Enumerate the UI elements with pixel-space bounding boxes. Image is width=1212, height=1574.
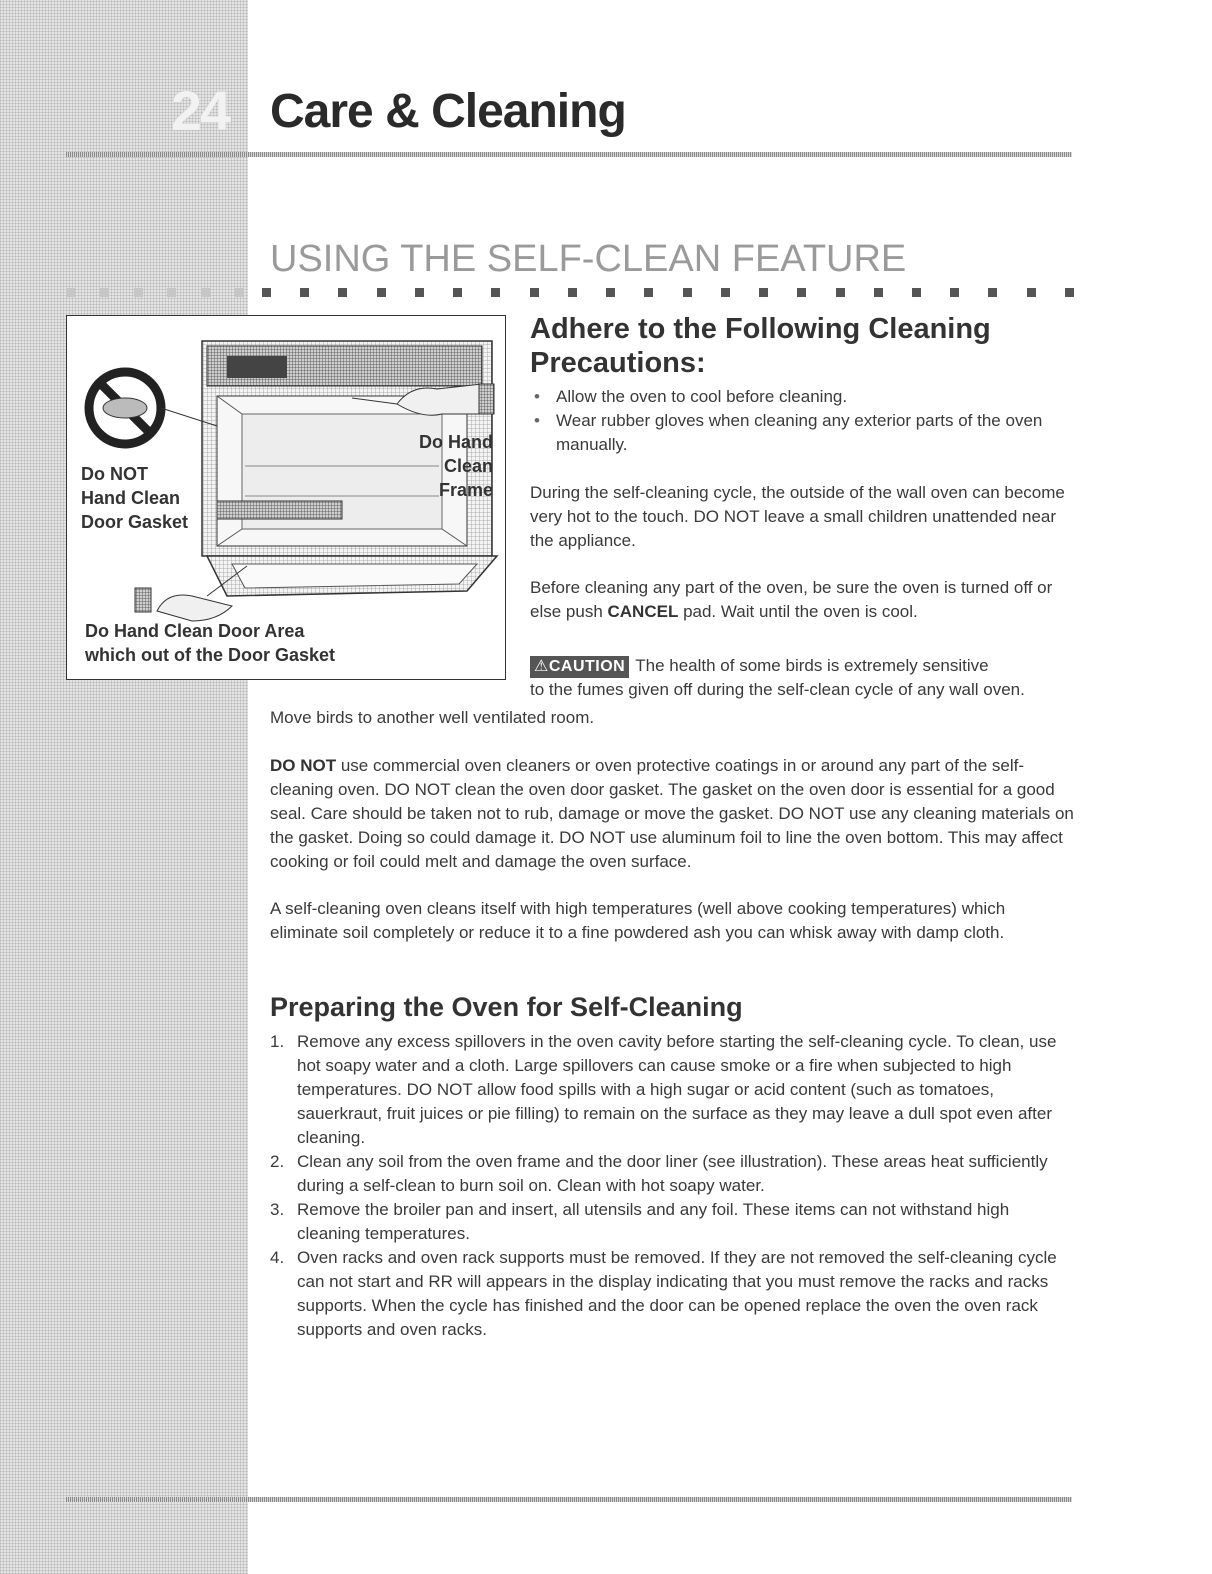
precautions-heading-line2: Precautions:: [530, 347, 706, 379]
do-not-paragraph: DO NOT use commercial oven cleaners or oven protective coatings in or around any part of the self-cleaning oven. DO NOT clean the oven door gasket. The gasket on the oven door is essential for a good seal. Care should be taken not to rub, damage or move the gasket. DO NOT use any cleaning materials on the gasket. Doing so could damage it. DO NOT use aluminum foil to line the oven bottom. This may affect cooking or foil could melt and damage the oven surface.: [270, 756, 1074, 871]
section-dot-divider: [262, 288, 1074, 300]
precautions-list: [530, 385, 1075, 457]
footer-rule: [66, 1497, 1072, 1502]
label-frame: Frame: [438, 480, 493, 500]
label-door-gasket: Door Gasket: [81, 512, 189, 532]
precaution-item: • Wear rubber gloves when cleaning any exterior parts of the oven manually.: [530, 409, 1075, 457]
label-do-not: Do NOT: [81, 464, 148, 484]
header-rule: [66, 152, 1072, 157]
section-title: USING THE SELF-CLEAN FEATURE: [270, 238, 907, 280]
section-dot-divider-left: [66, 288, 244, 300]
label-door-area: Do Hand Clean Door Area: [85, 621, 305, 641]
caution-badge: ⚠CAUTION: [530, 656, 629, 678]
step-item: 3. Remove the broiler pan and insert, all utensils and any foil. These items can not withstand high cleaning temperatures.: [270, 1200, 1010, 1243]
precautions-heading-line1: Adhere to the Following Cleaning: [530, 313, 991, 345]
hot-surface-paragraph: During the self-cleaning cycle, the outside of the wall oven can become very hot to the touch. DO NOT leave a small children unattended near the appliance.: [530, 483, 1065, 550]
oven-illustration: [66, 315, 506, 680]
label-hand-clean: Hand Clean: [81, 488, 181, 508]
label-clean: Clean: [443, 456, 493, 476]
cancel-paragraph: Before cleaning any part of the oven, be sure the oven is turned off or else push CANCEL pad. Wait until the oven is cool.: [530, 578, 1053, 621]
page-sidebar-band: [0, 0, 248, 1574]
preparing-steps: [270, 1030, 1075, 1342]
preparing-heading: Preparing the Oven for Self-Cleaning: [270, 992, 743, 1022]
caution-paragraph-end: Move birds to another well ventilated room.: [270, 708, 595, 727]
do-not-bold: DO NOT: [270, 756, 337, 775]
step-item: 1. Remove any excess spillovers in the oven cavity before starting the self-cleaning cycle. To clean, use hot soapy water and a cloth. Large spillovers can cause smoke or a fire when subjected to high temperatures. DO NOT allow food spills with a high sugar or acid content (such as tomatoes, sauerkraut, fruit juices or pie filling) to remain on the surface as they may leave a dull spot even after cleaning.: [270, 1032, 1057, 1147]
cancel-pad-label: CANCEL: [607, 602, 679, 621]
label-do-hand: Do Hand: [419, 432, 493, 452]
page-title: Care & Cleaning: [270, 85, 626, 138]
precautions-heading: [530, 312, 1072, 380]
caution-paragraph: ⚠CAUTION The health of some birds is extremely sensitive to the fumes given off during the self-clean cycle of any wall oven.: [530, 656, 1025, 699]
self-clean-paragraph: A self-cleaning oven cleans itself with high temperatures (well above cooking temperatures) which eliminate soil completely or reduce it to a fine powdered ash you can whisk away with damp cloth.: [270, 899, 1006, 942]
step-item: 4. Oven racks and oven rack supports must be removed. If they are not removed the self-cleaning cycle can not start and RR will appears in the display indicating that you must remove the racks and racks supports. When the cycle has finished and the door can be opened replace the oven the oven rack supports and oven racks.: [270, 1248, 1057, 1339]
step-item: 2. Clean any soil from the oven frame and the door liner (see illustration). These areas heat sufficiently during a self-clean to burn soil on. Clean with hot soapy water.: [270, 1152, 1048, 1195]
label-door-area-gasket: which out of the Door Gasket: [85, 645, 336, 665]
page-number: 24: [170, 79, 230, 142]
precaution-item: • Allow the oven to cool before cleaning.: [530, 385, 1075, 409]
